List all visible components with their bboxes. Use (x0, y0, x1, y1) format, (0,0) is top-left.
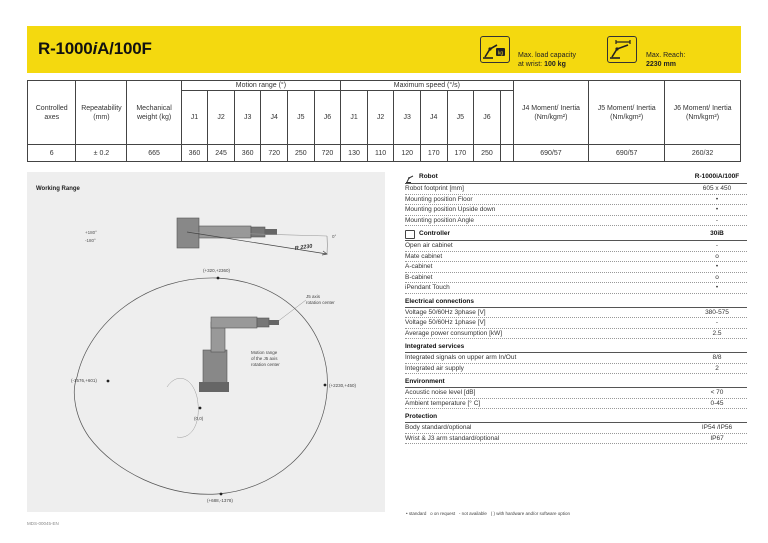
spec-row: Body standard/optional IP54 /IP56 (405, 423, 747, 434)
motion-j5-value: 250 (288, 145, 315, 162)
motion-j6-header: J6 (314, 91, 341, 145)
motion-range-line2: of the J5 axis (251, 356, 278, 361)
spec-row: Average power consumption [kW] 2.5 (405, 329, 747, 340)
legend-not-available: - not available (458, 511, 487, 516)
spec-row: Integrated signals on upper arm In/Out 8/8 (405, 353, 747, 364)
legend (406, 511, 570, 516)
section-integrated: Integrated services (405, 342, 747, 353)
motion-range-line1: Motion range (251, 350, 278, 355)
legend-on-request: o on request (430, 511, 456, 516)
product-title: R-1000iA/100F (38, 39, 152, 58)
spec-row: Acoustic noise level [dB] < 70 (405, 388, 747, 399)
max-reach-value: 2230 mm (646, 61, 676, 68)
spec-row: Mounting position Upside down • (405, 205, 747, 216)
spec-row: Ambient temperature [° C] 0-45 (405, 399, 747, 410)
header-controlled-axes: Controlled axes (28, 81, 76, 145)
speed-j5-header: J5 (447, 91, 474, 145)
load-capacity-icon (480, 36, 510, 63)
zero-degree-label: 0° (332, 234, 337, 239)
controller-header-row: Controller 30iB (405, 229, 747, 241)
left-point-label: (-1576,+601) (71, 378, 97, 383)
robot-spec-list (405, 172, 747, 444)
section-electrical: Electrical connections (405, 297, 747, 308)
bottom-point-label: (+688,-1378) (207, 498, 233, 503)
weight-value: 665 (127, 145, 181, 162)
section-protection: Protection (405, 412, 747, 423)
controller-icon (405, 230, 415, 239)
speed-j4-header: J4 (420, 91, 447, 145)
repeatability-value: ± 0.2 (76, 145, 127, 162)
motion-j1-header: J1 (181, 91, 208, 145)
max-reach-icon (607, 36, 637, 63)
spec-row: Mate cabinet o (405, 252, 747, 263)
header-j5-moment: J5 Moment/ Inertia (Nm/kgm²) (589, 81, 665, 145)
spec-row: Robot footprint [mm] 605 x 450 (405, 184, 747, 195)
header-maximum-speed: Maximum speed (°/s) (341, 81, 513, 91)
document-code: MDS-00045-EN (27, 521, 59, 526)
robot-header-row: Robot R-1000iA/100F (405, 172, 747, 184)
j5-moment-value: 690/57 (589, 145, 665, 162)
motion-j3-value: 360 (234, 145, 261, 162)
diagram-background (27, 172, 385, 512)
speed-j3-header: J3 (394, 91, 421, 145)
header-banner (27, 26, 741, 73)
top-point-label: (+320,+2360) (203, 268, 231, 273)
speed-spacer-cell (500, 145, 513, 162)
motion-j4-header: J4 (261, 91, 288, 145)
section-environment: Environment (405, 377, 747, 388)
motion-j6-value: 720 (314, 145, 341, 162)
header-mechanical-weight: Mechanical weight (kg) (127, 81, 181, 145)
speed-spacer (500, 91, 513, 145)
speed-j5-value: 170 (447, 145, 474, 162)
header-j4-moment: J4 Moment/ Inertia (Nm/kgm²) (513, 81, 589, 145)
spec-row: Mounting position Floor • (405, 195, 747, 206)
spec-row: Voltage 50/60Hz 3phase [V] 380-575 (405, 308, 747, 319)
spec-row: Wrist & J3 arm standard/optional IP67 (405, 434, 747, 445)
j6-moment-value: 260/32 (665, 145, 741, 162)
load-capacity-text: Max. load capacity at wrist: 100 kg (518, 52, 576, 68)
spec-row: Open air cabinet - (405, 241, 747, 252)
right-point-label: (+2230,+450) (329, 383, 357, 388)
motion-j4-value: 720 (261, 145, 288, 162)
speed-j1-value: 130 (341, 145, 368, 162)
reach-label: R 2230 (294, 243, 313, 252)
header-j6-moment: J6 Moment/ Inertia (Nm/kgm²) (665, 81, 741, 145)
speed-j1-header: J1 (341, 91, 368, 145)
spec-row: iPendant Touch • (405, 283, 747, 294)
j5-label-line1: J5 axis (306, 294, 321, 299)
legend-standard: • standard (406, 511, 427, 516)
speed-j4-value: 170 (420, 145, 447, 162)
motion-j2-header: J2 (208, 91, 235, 145)
j5-label-line2: rotation center (306, 300, 335, 305)
speed-j2-header: J2 (367, 91, 394, 145)
speed-j6-value: 250 (474, 145, 501, 162)
spec-row: Voltage 50/60Hz 1phase [V] - (405, 318, 747, 329)
working-range-diagram (27, 172, 385, 512)
svg-text:kg: kg (497, 50, 504, 57)
legend-with-option: ( ) with hardware and/or software option (490, 511, 570, 516)
angle-minus-label: -180° (85, 238, 96, 243)
max-reach-text: Max. Reach: 2230 mm (646, 52, 686, 68)
header-motion-range: Motion range (°) (181, 81, 341, 91)
speed-j2-value: 110 (367, 145, 394, 162)
spec-table (27, 80, 741, 162)
speed-j3-value: 120 (394, 145, 421, 162)
spec-row: Integrated air supply 2 (405, 364, 747, 375)
motion-j5-header: J5 (288, 91, 315, 145)
speed-j6-header: J6 (474, 91, 501, 145)
spec-row: B-cabinet o (405, 273, 747, 284)
header-repeatability: Repeatability (mm) (76, 81, 127, 145)
j4-moment-value: 690/57 (513, 145, 589, 162)
spec-row: Mounting position Angle - (405, 216, 747, 227)
load-capacity-value: 100 kg (544, 61, 566, 68)
controlled-axes-value: 6 (28, 145, 76, 162)
motion-j2-value: 245 (208, 145, 235, 162)
robot-icon (405, 173, 415, 182)
spec-row: A-cabinet • (405, 262, 747, 273)
angle-plus-label: +180° (85, 230, 97, 235)
motion-j1-value: 360 (181, 145, 208, 162)
motion-j3-header: J3 (234, 91, 261, 145)
origin-label: (0,0) (194, 416, 204, 421)
motion-range-line3: rotation center (251, 362, 280, 367)
working-range-title: Working Range (36, 186, 80, 192)
